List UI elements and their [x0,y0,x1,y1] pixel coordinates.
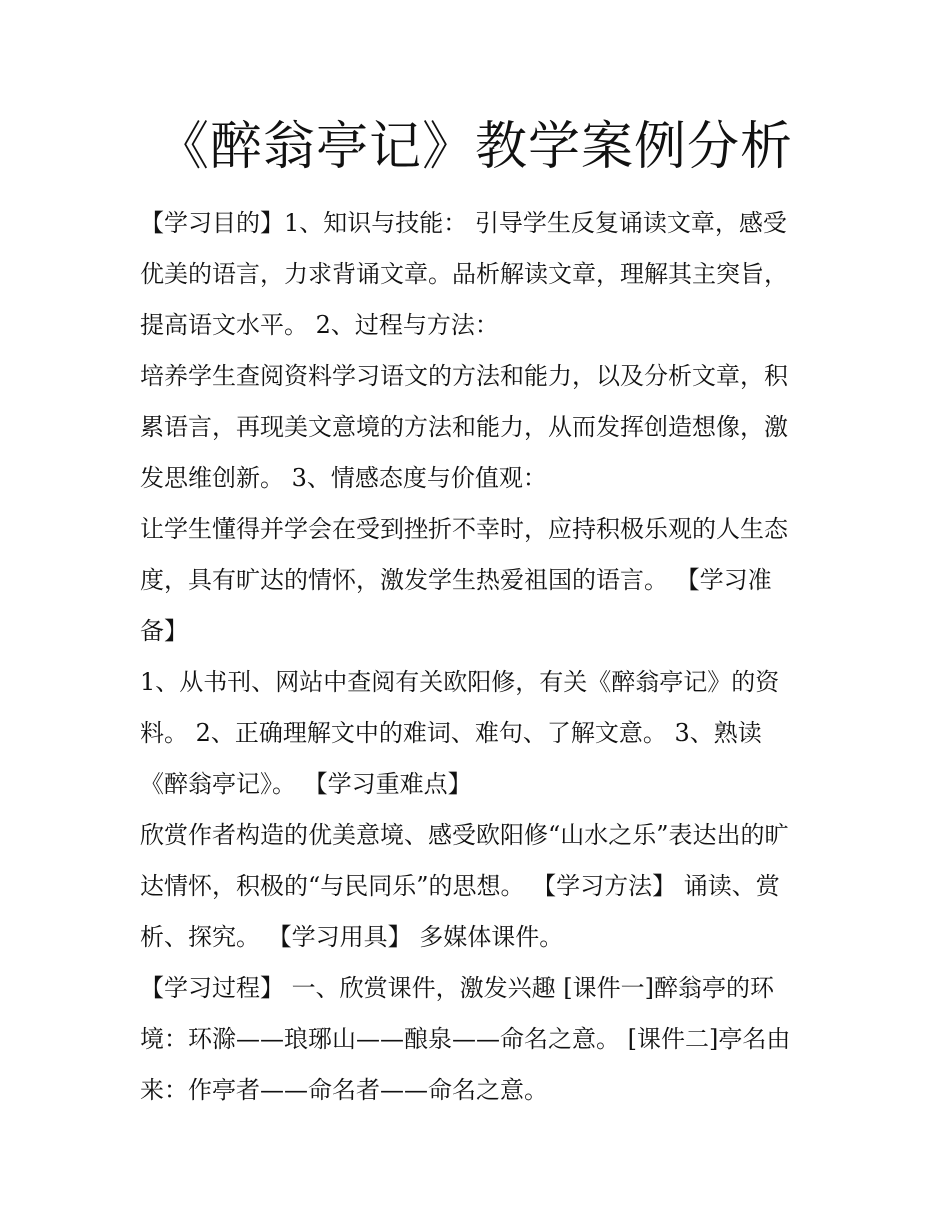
body-line-12: 《醉翁亭记》。 【学习重难点】 [140,770,472,798]
body-line-10: 1、从书刊、网站中查阅有关欧阳修，有关《醉翁亭记》的资 [140,668,780,696]
body-line-9: 备】 [140,617,188,645]
body-line-5: 累语言，再现美文意境的方法和能力，从而发挥创造想像，激 [140,413,788,441]
body-line-13: 欣赏作者构造的优美意境、感受欧阳修“山水之乐”表达出的旷 [140,821,789,849]
body-line-4: 培养学生查阅资料学习语文的方法和能力，以及分析文章，积 [140,362,788,390]
body-line-7: 让学生懂得并学会在受到挫折不幸时，应持积极乐观的人生态 [140,515,788,543]
body-line-15: 析、探究。 【学习用具】 多媒体课件。 [140,923,564,951]
body-line-17: 境：环滁——琅琊山——酿泉——命名之意。 [课件二]亭名由 [140,1025,791,1053]
body-line-11: 料。 2、正确理解文中的难词、难句、了解文意。 3、熟读 [140,719,762,747]
body-line-8: 度，具有旷达的情怀，激发学生热爱祖国的语言。 【学习准 [140,566,772,594]
body-line-16: 【学习过程】 一、欣赏课件，激发兴趣 [课件一]醉翁亭的环 [140,974,774,1002]
body-line-3: 提高语文水平。 2、过程与方法： [140,311,499,339]
body-line-2: 优美的语言，力求背诵文章。品析解读文章，理解其主突旨， [140,260,788,288]
document-title: 《醉翁亭记》教学案例分析 [156,117,793,177]
body-line-1: 【学习目的】1、知识与技能： 引导学生反复诵读文章，感受 [140,209,787,237]
body-line-6: 发思维创新。 3、情感态度与价值观： [140,464,547,492]
body-line-14: 达情怀，积极的“与民同乐”的思想。 【学习方法】 诵读、赏 [140,872,780,900]
body-line-18: 来：作亭者——命名者——命名之意。 [140,1076,548,1104]
